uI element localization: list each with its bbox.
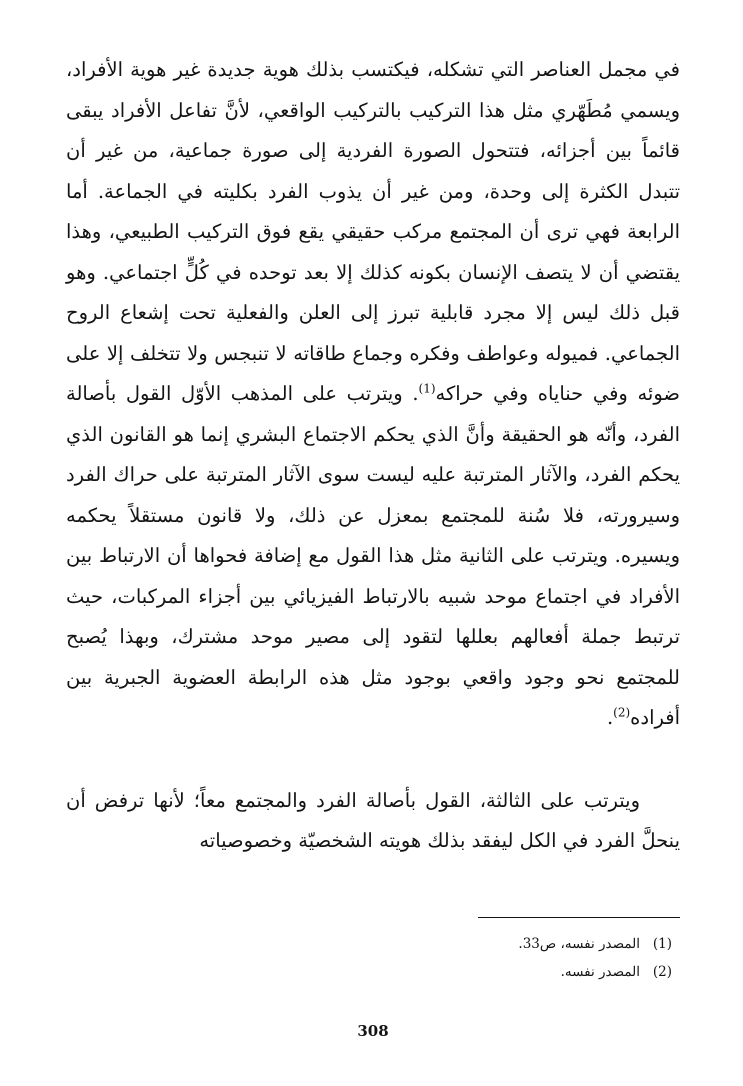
footnote-1 xyxy=(272,930,672,958)
book-page xyxy=(66,50,680,1050)
main-text xyxy=(66,50,680,862)
footnote-divider xyxy=(478,917,680,918)
paragraph-1-end: . xyxy=(606,706,614,729)
footnote-number: (1) xyxy=(652,936,672,952)
footnote-2 xyxy=(272,958,672,986)
paragraph-1-text-b: . ويترتب على المذهب الأوّل القول بأصالة الفرد، وأنّه هو الحقيقة وأنَّ الذي يحكم الاجتماع البشري إنما هو القانون الذي يحكم الفرد، والآثار المترتبة عليه ليست سوى الآثار المترتبة على حراك الفرد وسيرورته، فلا سُنة للمجتمع بمعزل عن ذلك، ولا قانون مستقلاً يحكمه ويسيره. ويترتب على الثانية مثل هذا القول مع إضافة فحواها أن الارتباط بين الأفراد في اجتماع موحد شبيه بالارتباط الفيزيائي بين أجزاء المركبات، حيث ترتبط جملة أفعالهم بعللها لتقود إلى مصير موحد مشترك، وبهذا يُصبح للمجتمع نحو وجود واقعي بوجود مثل هذه الرابطة العضوية الجبرية بين أفراده xyxy=(66,382,680,729)
paragraph-2: ويترتب على الثالثة، القول بأصالة الفرد والمجتمع معاً؛ لأنها ترفض أن ينحلَّ الفرد في الكل ليفقد بذلك هويته الشخصيّة وخصوصياته xyxy=(66,788,680,852)
footnote-ref-1: (1) xyxy=(418,381,436,396)
page-number: 308 xyxy=(357,1022,389,1040)
paragraph-1 xyxy=(66,50,680,739)
footnotes xyxy=(272,930,672,986)
footnote-ref-2: (2) xyxy=(613,705,631,720)
footnote-text: المصدر نفسه. xyxy=(560,964,640,980)
footnote-text: المصدر نفسه، ص33. xyxy=(518,936,640,952)
paragraph-1-text-a: في مجمل العناصر التي تشكله، فيكتسب بذلك هوية جديدة غير هوية الأفراد، ويسمي مُطَهّري مثل هذا التركيب بالتركيب الواقعي، لأنَّ تفاعل الأفراد يبقى قائماً بين أجزائه، فتتحول الصورة الفردية إلى صورة جماعية، من غير أن تتبدل الكثرة إلى وحدة، ومن غير أن يذوب الفرد بكليته في الجماعة. أما الرابعة فهي ترى أن المجتمع مركب حقيقي يقع فوق التركيب الطبيعي، وهذا يقتضي أن لا يتصف الإنسان بكونه كذلك إلا بعد توحده في كُلٍّ اجتماعي. وهو قبل ذلك ليس إلا مجرد قابلية تبرز إلى العلن والفعلية تحت إشعاع الروح الجماعي. فميوله وعواطف وفكره وجماع طاقاته لا تنبجس ولا تتخلف إلا على ضوئه وفي حناياه وفي حراكه xyxy=(66,58,680,405)
footnote-number: (2) xyxy=(652,964,672,980)
